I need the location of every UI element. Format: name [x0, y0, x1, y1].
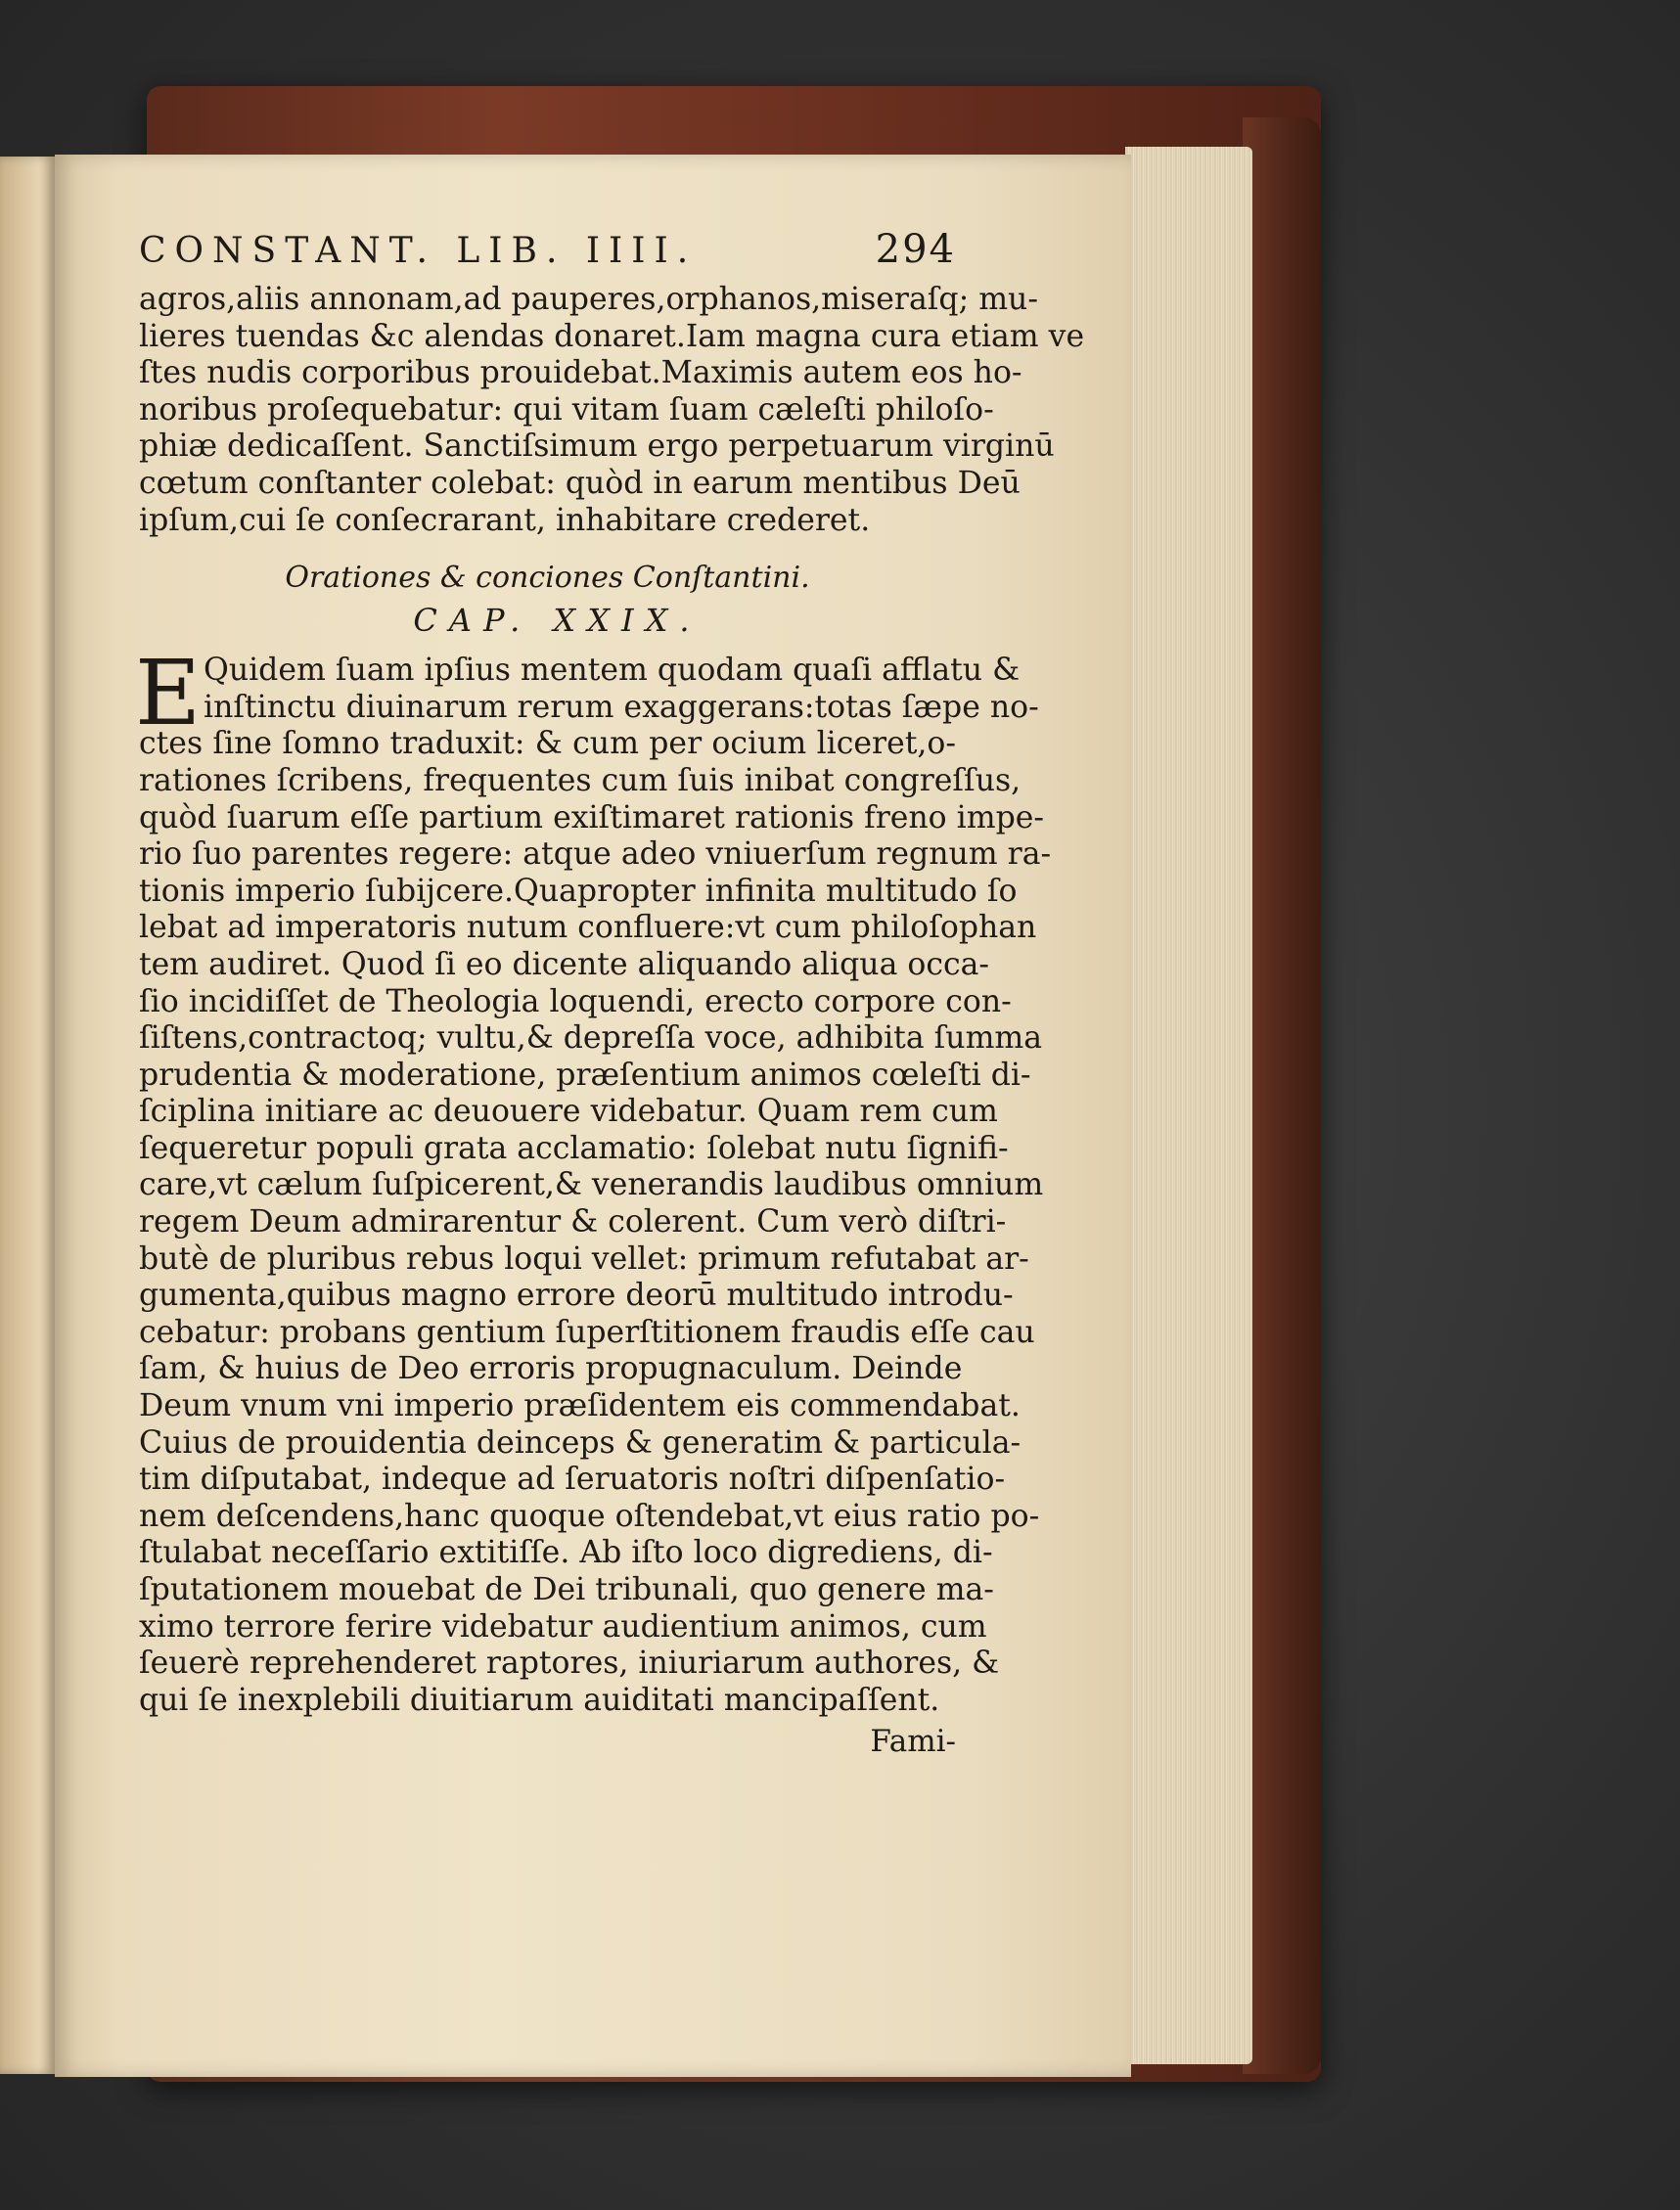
- text-line: quòd ſuarum eſſe partium exiſtimaret rationis freno impe-: [139, 799, 1045, 835]
- running-head-title: CONSTANT. LIB. IIII.: [139, 231, 698, 271]
- text-line: lebat ad imperatoris nutum confluere:vt cum philoſophan: [139, 910, 1037, 946]
- text-line: ximo terrore ferire videbatur audientium animos, cum: [139, 1608, 987, 1645]
- text-line: phiæ dedicaſſent. Sanctiſsimum ergo perpetuarum virginū: [139, 428, 1055, 465]
- text-line: tionis imperio ſubijcere.Quapropter infinita multitudo ſo: [139, 873, 1018, 909]
- book-binding-edge: [1243, 117, 1321, 2074]
- chapter-title: Orationes & conciones Conſtantini.: [285, 561, 810, 596]
- paragraph-2: [135, 641, 1052, 1719]
- paragraph-1: [139, 282, 1085, 539]
- text-line: noribus proſequebatur: qui vitam ſuam cæleſti philoſo-: [139, 391, 994, 428]
- text-line: ſiſtens,contractoq; vultu,& depreſſa voce, adhibita ſumma: [139, 1020, 1043, 1057]
- text-line: lieres tuendas &c alendas donaret.Iam magna cura etiam ve: [139, 318, 1085, 354]
- text-line: ſeuerè reprehenderet raptores, iniuriarum authores, &: [139, 1646, 1000, 1682]
- text-line: ctes ſine ſomno traduxit: & cum per ocium liceret,o-: [139, 726, 956, 762]
- text-line: prudentia & moderatione, præſentium animos cœleſti di-: [139, 1057, 1031, 1093]
- text-line: regem Deum admirarentur & colerent. Cum verò diſtri-: [139, 1204, 1007, 1240]
- text-line: Quidem ſuam ipſius mentem quodam quaſi afflatu &: [204, 653, 1021, 689]
- text-line: Cuius de prouidentia deinceps & generatim & particula-: [139, 1424, 1022, 1461]
- text-line: rationes ſcribens, frequentes cum ſuis inibat congreſſus,: [139, 762, 1022, 798]
- text-line: ſio incidiſſet de Theologia loquendi, erecto corpore con-: [139, 983, 1012, 1019]
- book-page: [55, 155, 1131, 2077]
- text-line: ſciplina initiare ac deuouere videbatur. Quam rem cum: [139, 1094, 998, 1130]
- text-line: nem deſcendens,hanc quoque oſtendebat,vt eius ratio po-: [139, 1498, 1040, 1534]
- text-line: cebatur: probans gentium ſuperſtitionem fraudis eſſe cau: [139, 1314, 1035, 1350]
- left-page-edge: [0, 157, 55, 2074]
- text-line: cœtum conſtanter colebat: quòd in earum mentibus Deū: [139, 465, 1021, 501]
- running-head: [139, 227, 956, 278]
- text-line: ipſum,cui ſe conſecrarant, inhabitare crederet.: [139, 502, 871, 538]
- text-line: care,vt cælum ſuſpicerent,& venerandis laudibus omnium: [139, 1167, 1044, 1203]
- text-line: ſequeretur populi grata acclamatio: ſolebat nutu ſignifi-: [139, 1130, 1009, 1166]
- page-stack-edge: [1125, 147, 1252, 2064]
- text-line: ſputationem mouebat de Dei tribunali, quo genere ma-: [139, 1572, 994, 1607]
- text-line: qui ſe inexplebili diuitiarum auiditati mancipaſſent.: [139, 1682, 940, 1718]
- catchword: Fami-: [870, 1724, 956, 1760]
- text-line: gumenta,quibus magno errore deorū multitudo introdu-: [139, 1278, 1014, 1314]
- text-line: butè de pluribus rebus loqui vellet: primum refutabat ar-: [139, 1240, 1029, 1277]
- text-line: tem audiret. Quod ſi eo dicente aliquando aliqua occa-: [139, 946, 990, 982]
- text-line: ſtes nudis corporibus prouidebat.Maximis autem eos ho-: [139, 355, 1022, 391]
- text-line: tim diſputabat, indeque ad ſeruatoris noſtri diſpenſatio-: [139, 1462, 1006, 1498]
- text-line: Deum vnum vni imperio præſidentem eis commendabat.: [139, 1388, 1021, 1424]
- chapter-number: CAP. XXIX.: [413, 602, 702, 640]
- text-block: [135, 227, 1085, 1762]
- text-line: ſtulabat neceſſario extitiſſe. Ab iſto loco digrediens, di-: [139, 1535, 993, 1571]
- text-line: rio ſuo parentes regere: atque adeo vniuerſum regnum ra-: [139, 836, 1052, 873]
- page-number: 294: [875, 227, 956, 272]
- text-line: ſam, & huius de Deo erroris propugnaculum. Deinde: [139, 1351, 963, 1387]
- drop-cap: E: [135, 641, 202, 746]
- text-line: agros,aliis annonam,ad pauperes,orphanos,miseraſq; mu-: [139, 282, 1038, 317]
- text-line: inſtinctu diuinarum rerum exaggerans:totas ſæpe no-: [204, 689, 1039, 725]
